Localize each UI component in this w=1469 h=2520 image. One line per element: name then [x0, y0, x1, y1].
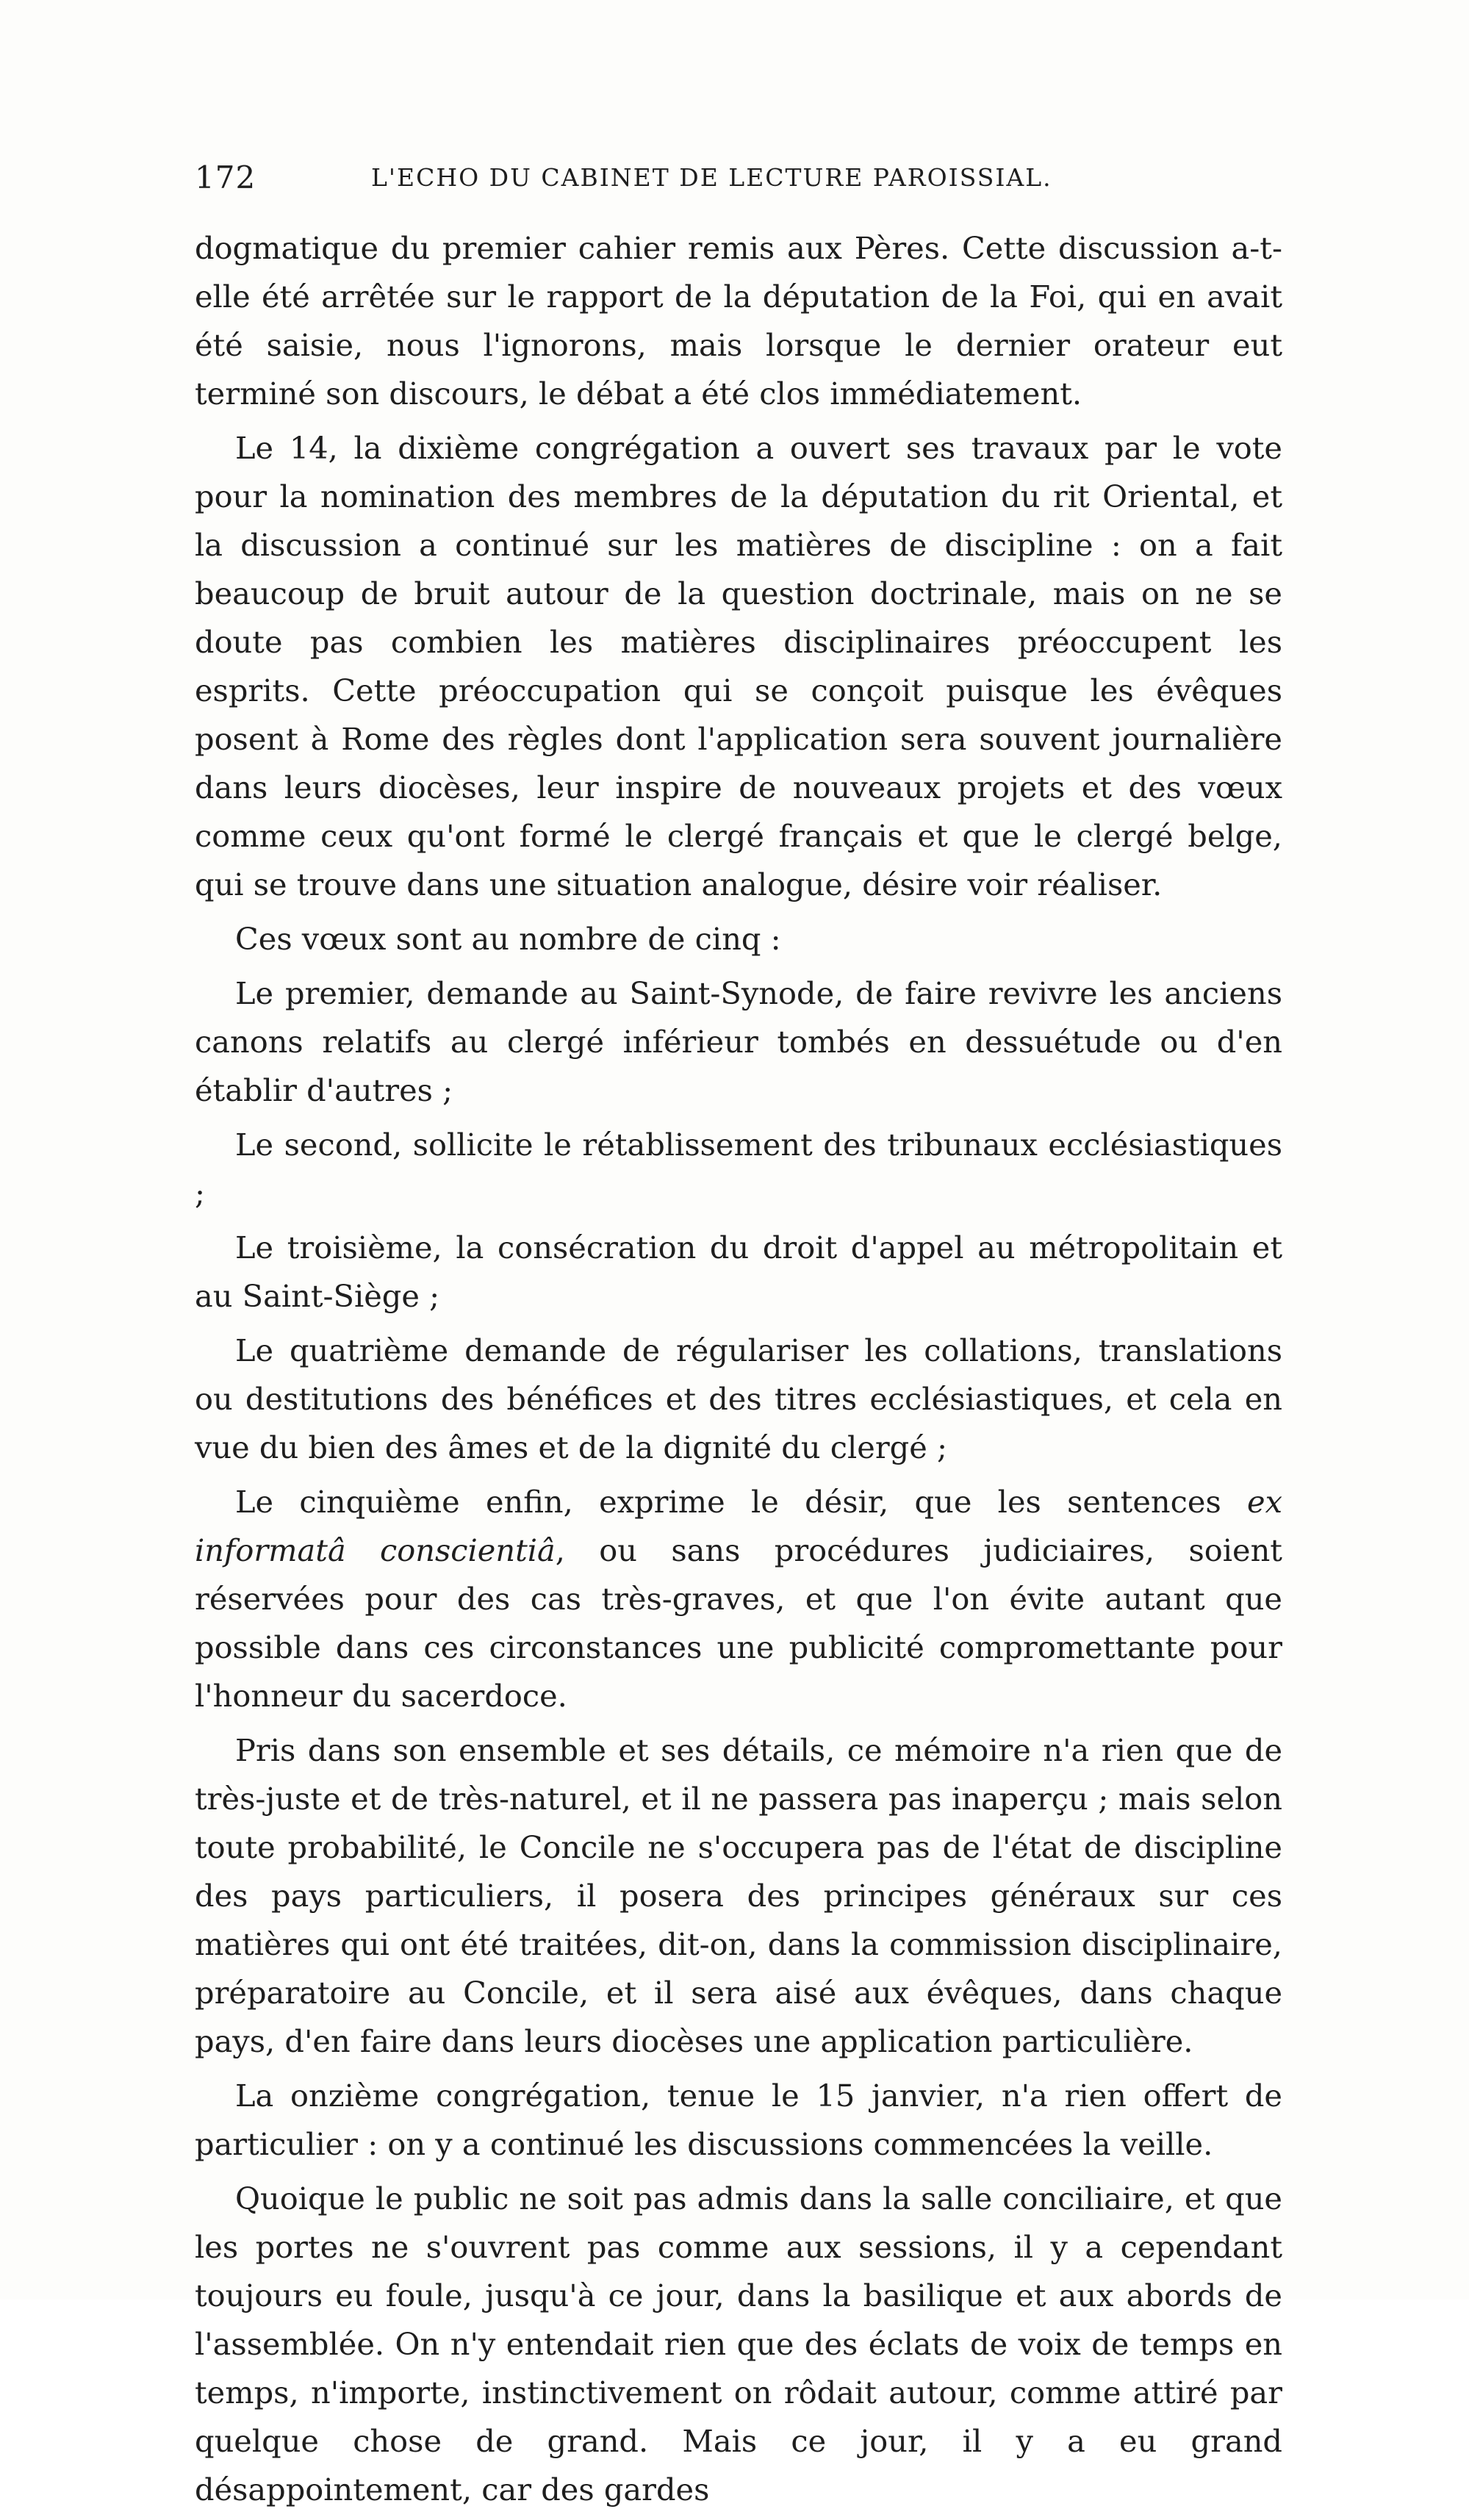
page-number: 172 — [195, 159, 256, 195]
paragraph-2: Le 14, la dixième congrégation a ouvert ses travaux par le vote pour la nomination des membres de la députation du rit Oriental, et la discussion a continué sur les matières de discipline : on a fait beaucoup de bruit autour de la question doctrinale, mais on ne se doute pas combien les matières disciplinaires préoccupent les esprits. Cette préoccupation qui se conçoit puisque les évêques posent à Rome des règles dont l'application sera souvent journalière dans leurs diocèses, leur inspire de nouveaux projets et des vœux comme ceux qu'ont formé le clergé français et que le clergé belge, qui se trouve dans une situation analogue, désire voir réaliser. — [195, 430, 1282, 902]
paragraph-9: Pris dans son ensemble et ses détails, ce mémoire n'a rien que de très-juste et de très-naturel, et il ne passera pas inaperçu ; mais selon toute probabilité, le Concile ne s'occupera pas de l'état de discipline des pays particuliers, il posera des principes généraux sur ces matières qui ont été traitées, dit-on, dans la commission disciplinaire, préparatoire au Concile, et il sera aisé aux évêques, dans chaque pays, d'en faire dans leurs diocèses une application particulière. — [195, 1732, 1282, 2059]
running-title: L'ECHO DU CABINET DE LECTURE PAROISSIAL. — [371, 163, 1052, 192]
paragraph-1: dogmatique du premier cahier remis aux Pères. Cette discussion a-t-elle été arrêtée sur le rapport de la députation de la Foi, qui en avait été saisie, nous l'ignorons, mais lorsque le dernier orateur eut terminé son discours, le débat a été clos immédiatement. — [195, 230, 1282, 412]
latin-phrase: ex informatâ conscientiâ — [195, 1484, 1282, 1568]
paragraph-3: Ces vœux sont au nombre de cinq : — [235, 921, 781, 957]
paragraph-8 — [195, 1478, 1282, 1720]
paragraph-6: Le troisième, la consécration du droit d'appel au métropolitain et au Saint-Siège ; — [195, 1230, 1282, 1314]
paragraph-7: Le quatrième demande de régulariser les collations, translations ou destitutions des bénéfices et des titres ecclésiastiques, et cela en vue du bien des âmes et de la dignité du clergé ; — [195, 1332, 1282, 1465]
paragraph-4: Le premier, demande au Saint-Synode, de faire revivre les anciens canons relatifs au clergé inférieur tombés en dessuétude ou d'en établir d'autres ; — [195, 975, 1282, 1108]
page-header — [195, 156, 1282, 200]
paragraph-8-end: , ou sans procédures judiciaires, soient réservées pour des cas très-graves, et que l'on évite autant que possible dans ces circonstances une publicité compromettante pour l'honneur du sacerdoce. — [195, 1532, 1282, 1714]
paragraph-10: La onzième congrégation, tenue le 15 janvier, n'a rien offert de particulier : on y a continué les discussions commencées la veille. — [195, 2078, 1282, 2162]
paragraph-5: Le second, sollicite le rétablissement des tribunaux ecclésiastiques ; — [195, 1127, 1282, 1211]
paragraph-8-start: Le cinquième enfin, exprime le désir, que les sentences — [235, 1484, 1248, 1520]
paragraph-11: Quoique le public ne soit pas admis dans la salle conciliaire, et que les portes ne s'ouvrent pas comme aux sessions, il y a cependant toujours eu foule, jusqu'à ce jour, dans la basilique et aux abords de l'assemblée. On n'y entendait rien que des éclats de voix de temps en temps, n'importe, instinctivement on rôdait autour, comme attiré par quelque chose de grand. Mais ce jour, il y a eu grand désappointement, car des gardes — [195, 2180, 1282, 2508]
body-text — [195, 224, 1282, 2520]
